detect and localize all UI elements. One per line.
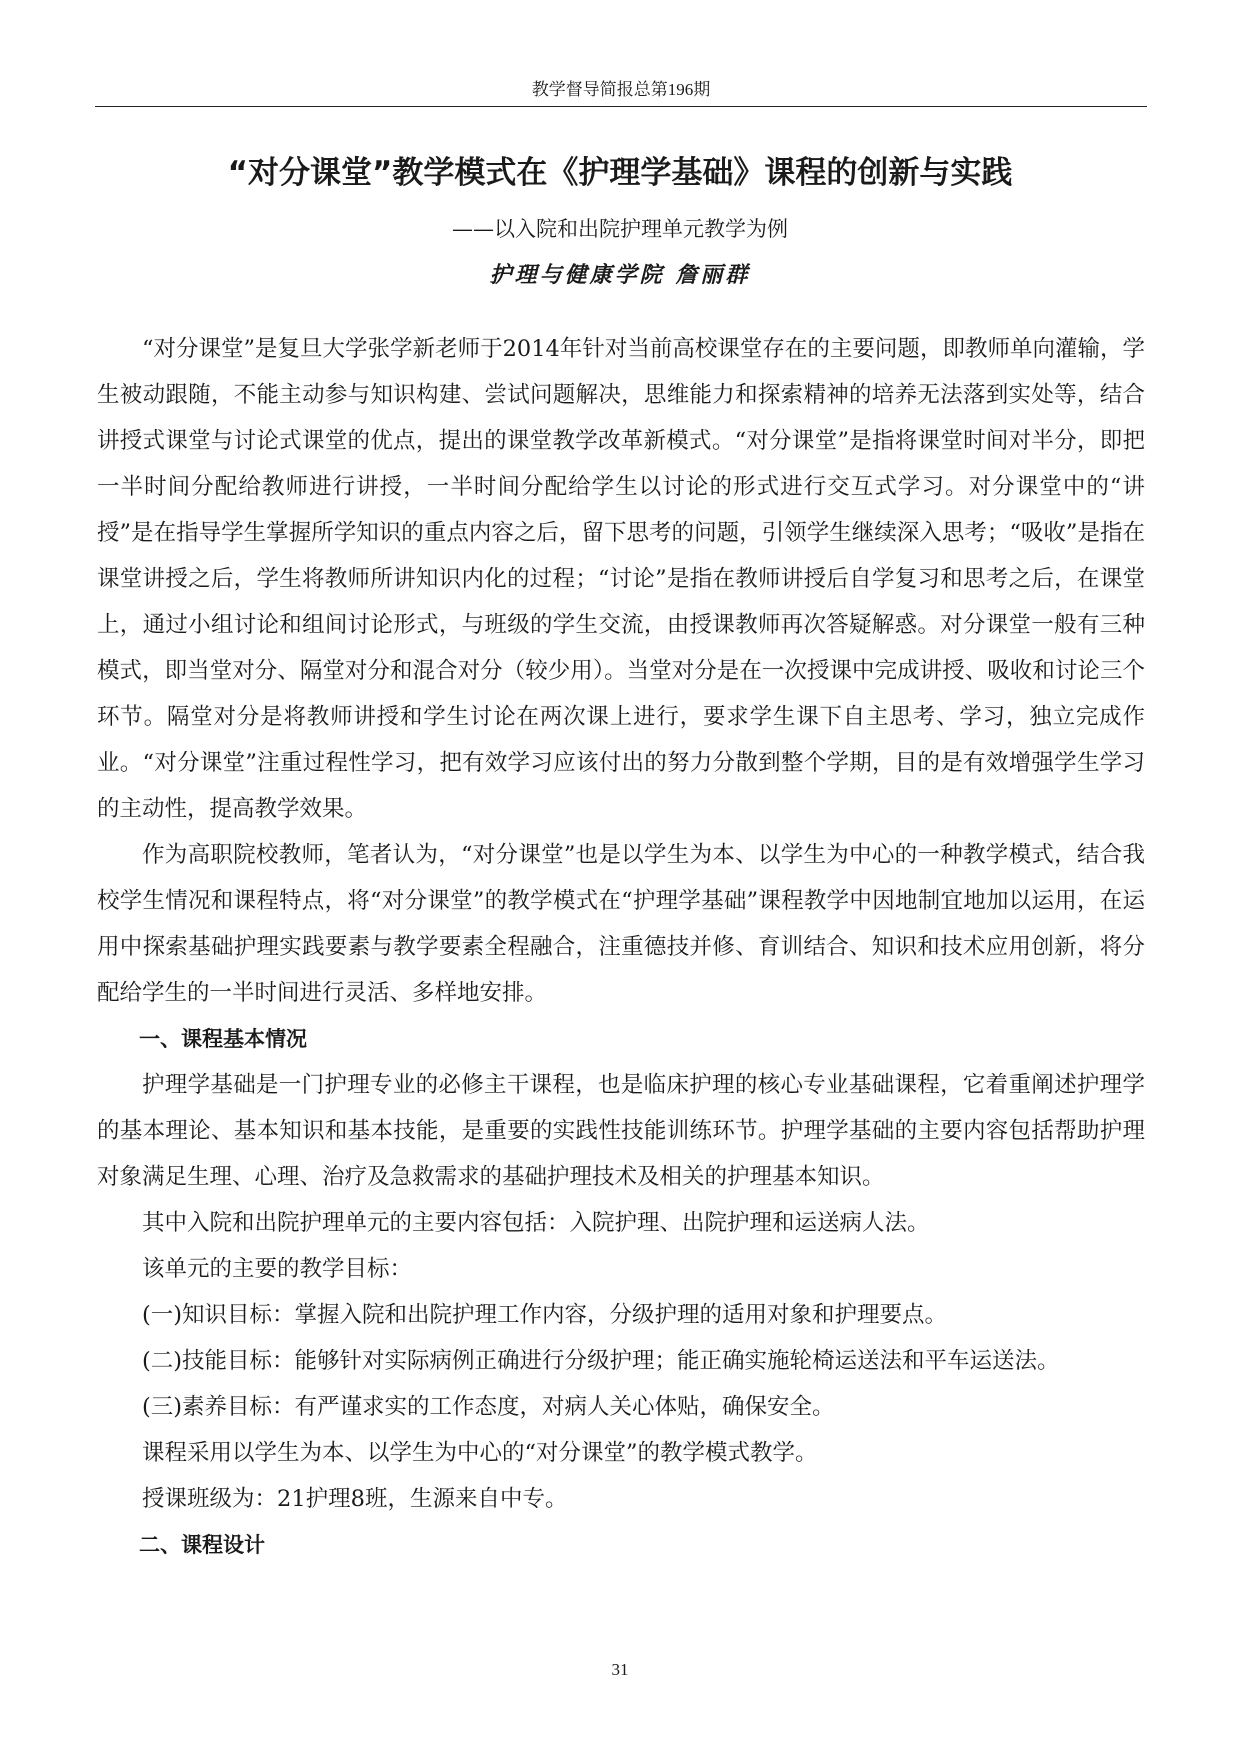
goal-knowledge: (一)知识目标：掌握入院和出院护理工作内容，分级护理的适用对象和护理要点。 [142, 1302, 948, 1328]
body-line-teaching-goals: 该单元的主要的教学目标： [142, 1256, 413, 1282]
page-number: 31 [611, 1660, 629, 1679]
body-line-class-info: 授课班级为：21护理8班，生源来自中专。 [142, 1486, 568, 1512]
body-line-teaching-mode: 课程采用以学生为本、以学生为中心的“对分课堂”的教学模式教学。 [142, 1440, 818, 1466]
section-heading-course-design: 二、课程设计 [139, 1533, 265, 1557]
body-paragraph-author-view: 作为高职院校教师，笔者认为，“对分课堂”也是以学生为本、以学生为中心的一种教学模式，结合我校学生情况和课程特点，将“对分课堂”的教学模式在“护理学基础”课程教学中因地制宜地加以运用，在运用中探索基础护理实践要素与教学要素全程融合，注重德技并修、育训结合、知识和技术应用创新，将分配给学生的一半时间进行灵活、多样地安排。 [97, 842, 1145, 1006]
article-body [97, 326, 1145, 1568]
body-line-unit-content: 其中入院和出院护理单元的主要内容包括：入院护理、出院护理和运送病人法。 [142, 1210, 930, 1236]
article-title: “对分课堂”教学模式在《护理学基础》课程的创新与实践 [227, 155, 1013, 191]
goal-quality: (三)素养目标：有严谨求实的工作态度，对病人关心体贴，确保安全。 [142, 1394, 835, 1420]
body-paragraph-course-overview: 护理学基础是一门护理专业的必修主干课程，也是临床护理的核心专业基础课程，它着重阐述护理学的基本理论、基本知识和基本技能，是重要的实践性技能训练环节。护理学基础的主要内容包括帮助护理对象满足生理、心理、治疗及急救需求的基础护理技术及相关的护理基本知识。 [97, 1072, 1145, 1190]
body-paragraph-intro: “对分课堂”是复旦大学张学新老师于2014年针对当前高校课堂存在的主要问题，即教师单向灌输，学生被动跟随，不能主动参与知识构建、尝试问题解决，思维能力和探索精神的培养无法落到实处等，结合讲授式课堂与讨论式课堂的优点，提出的课堂教学改革新模式。“对分课堂”是指将课堂时间对半分，即把一半时间分配给教师进行讲授，一半时间分配给学生以讨论的形式进行交互式学习。对分课堂中的“讲授”是在指导学生掌握所学知识的重点内容之后，留下思考的问题，引领学生继续深入思考；“吸收”是指在课堂讲授之后，学生将教师所讲知识内化的过程；“讨论”是指在教师讲授后自学复习和思考之后，在课堂上，通过小组讨论和组间讨论形式，与班级的学生交流，由授课教师再次答疑解惑。对分课堂一般有三种模式，即当堂对分、隔堂对分和混合对分（较少用）。当堂对分是在一次授课中完成讲授、吸收和讨论三个环节。隔堂对分是将教师讲授和学生讨论在两次课上进行，要求学生课下自主思考、学习，独立完成作业。“对分课堂”注重过程性学习，把有效学习应该付出的努力分散到整个学期，目的是有效增强学生学习的主动性，提高教学效果。 [97, 336, 1145, 822]
goal-skill: (二)技能目标：能够针对实际病例正确进行分级护理；能正确实施轮椅运送法和平车运送法。 [142, 1348, 1060, 1374]
header-divider [95, 106, 1147, 107]
article-subtitle: ——以入院和出院护理单元教学为例 [452, 217, 788, 241]
running-header: 教学督导简报总第196期 [531, 80, 711, 99]
section-heading-course-overview: 一、课程基本情况 [139, 1027, 307, 1051]
article-author: 护理与健康学院 詹丽群 [489, 262, 751, 288]
